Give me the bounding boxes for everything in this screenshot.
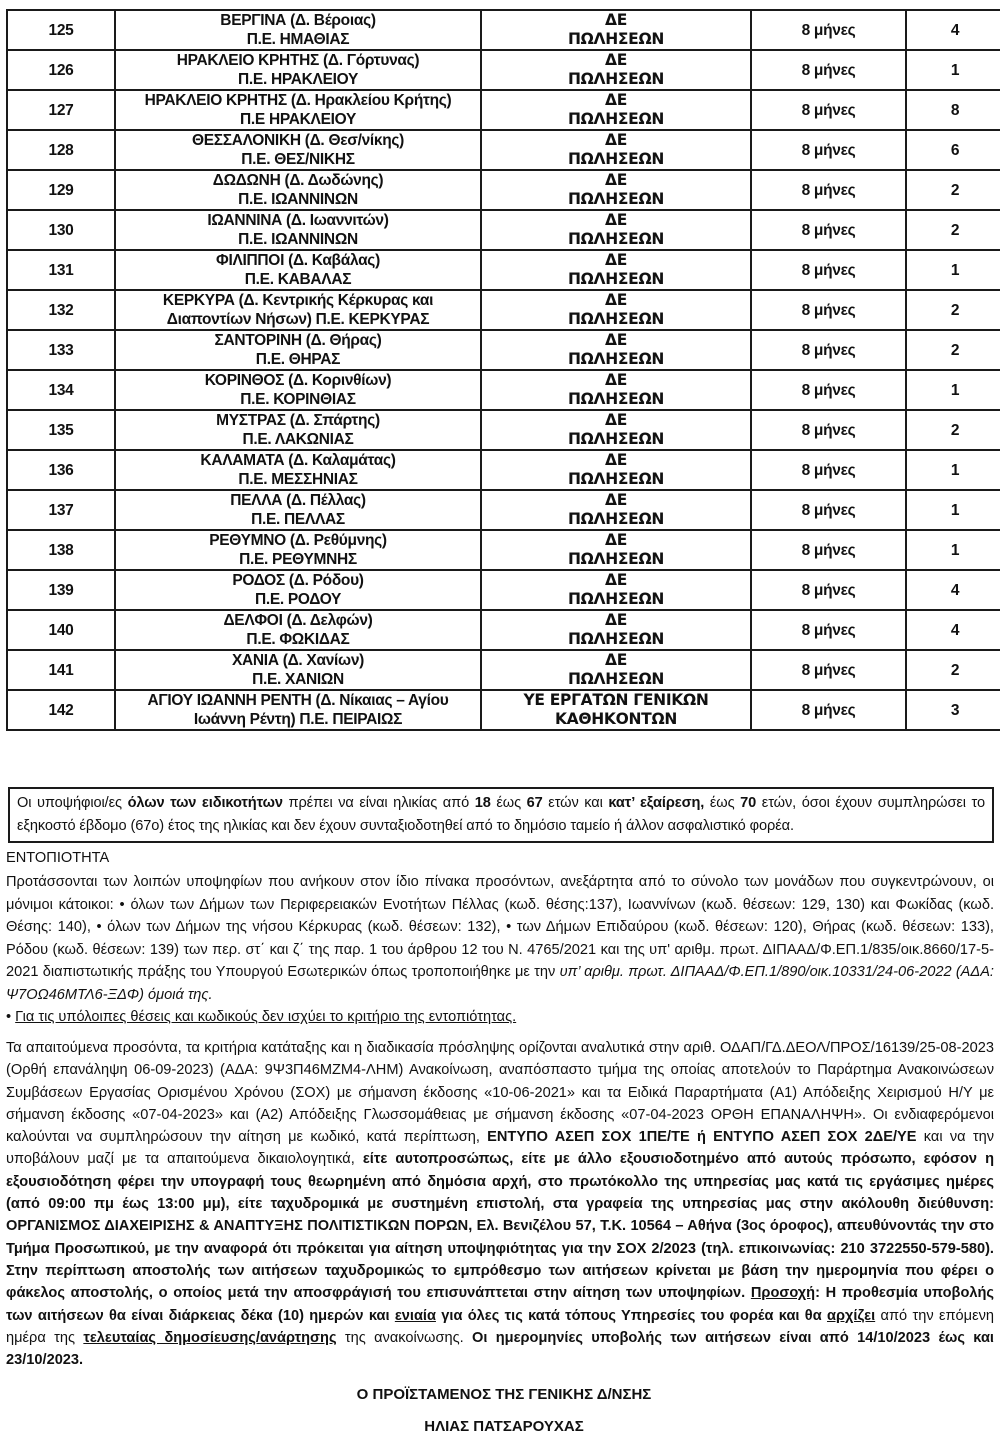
table-row (7, 450, 1000, 490)
position-code: 140 (7, 610, 115, 650)
positions-count: 2 (906, 650, 1000, 690)
position-code: 142 (7, 690, 115, 730)
contract-duration: 8 μήνες (751, 210, 906, 250)
location-line2: Ιωάννη Ρέντη) Π.Ε. ΠΕΙΡΑΙΩΣ (193, 711, 403, 728)
location-line2: Π.Ε. ΗΡΑΚΛΕΙΟΥ (238, 71, 358, 88)
table-row (7, 170, 1000, 210)
positions-count: 1 (906, 250, 1000, 290)
specialty-cell (481, 250, 751, 290)
contract-duration: 8 μήνες (751, 610, 906, 650)
location-line1: ΗΡΑΚΛΕΙΟ ΚΡΗΤΗΣ (Δ. Γόρτυνας) (176, 52, 420, 69)
positions-count: 1 (906, 490, 1000, 530)
specialty-cell (481, 290, 751, 330)
location-cell (115, 490, 481, 530)
specialty-line2: ΠΩΛΗΣΕΩΝ (567, 390, 665, 408)
attention-label: Προσοχή (750, 1285, 816, 1302)
specialty-cell (481, 210, 751, 250)
positions-table (6, 9, 1000, 731)
specialty-line2: ΠΩΛΗΣΕΩΝ (567, 150, 665, 168)
specialty-line1: ΔΕ (605, 331, 627, 349)
specialty-line1: ΔΕ (605, 91, 627, 109)
location-cell (115, 330, 481, 370)
contract-duration: 8 μήνες (751, 490, 906, 530)
specialty-line2: ΠΩΛΗΣΕΩΝ (567, 590, 665, 608)
positions-count: 2 (906, 170, 1000, 210)
specialty-cell (481, 330, 751, 370)
last-publication-label: τελευταίας δημοσίευσης/ανάρτησης (83, 1329, 337, 1346)
location-line1: ΜΥΣΤΡΑΣ (Δ. Σπάρτης) (216, 412, 380, 429)
positions-count: 4 (906, 610, 1000, 650)
specialty-line2: ΠΩΛΗΣΕΩΝ (567, 550, 665, 568)
position-code: 130 (7, 210, 115, 250)
procedure-text: Τα απαιτούμενα προσόντα, τα κριτήρια κατάταξης και η διαδικασία πρόσληψης ορίζονται αναλυτικά στην αριθ. ΟΔΑΠ/ΓΔ.ΔΕΟΛ/ΠΡΟΣ/16139/25-08-2023 (Ορθή επανάληψη 06-09-2023) (ΑΔΑ: 9Ψ3Π46ΜΖΜ4-ΛΗΜ) Ανακοίνωση, αναπόσπαστο τμήμα της οποίας αποτελούν το Παράρτημα Ανακοινώσεων Συμβάσεων Εργασίας Ορισμένου Χρόνου (ΣΟΧ) με σήμανση έκδοσης «10-06-2021» και τα Ειδικά Παραρτήματα (Α1) Απόδειξης Χειρισμού Η/Υ με σήμανση έκδοσης «07-04-2023» και (Α2) Απόδειξης Γλωσσομάθειας με σήμανση έκδοσης «07-04-2023 ΟΡΘΗ ΕΠΑΝΑΛΗΨΗ». Οι ενδιαφερόμενοι καλούνται να συμπληρώσουν την αίτηση με κωδικό, κατά περίπτωση, (6, 1040, 994, 1146)
specialty-cell (481, 570, 751, 610)
age-max: 67 (526, 795, 543, 811)
table-row (7, 410, 1000, 450)
application-procedure-paragraph (6, 1037, 994, 1371)
age-min: 18 (474, 795, 491, 811)
specialty-line2: ΠΩΛΗΣΕΩΝ (567, 190, 665, 208)
location-line1: ΔΩΔΩΝΗ (Δ. Δωδώνης) (212, 172, 384, 189)
position-code: 128 (7, 130, 115, 170)
contract-duration: 8 μήνες (751, 650, 906, 690)
specialty-line2: ΠΩΛΗΣΕΩΝ (567, 310, 665, 328)
specialty-line1: ΔΕ (605, 451, 627, 469)
location-line1: ΘΕΣΣΑΛΟΝΙΚΗ (Δ. Θεσ/νίκης) (191, 132, 405, 149)
location-cell (115, 370, 481, 410)
table-row (7, 330, 1000, 370)
location-cell (115, 50, 481, 90)
location-line1: ΚΕΡΚΥΡΑ (Δ. Κεντρικής Κέρκυρας και (162, 292, 434, 309)
position-code: 135 (7, 410, 115, 450)
procedure-text: από την επόμενη ημέρα της (6, 1307, 994, 1346)
positions-count: 1 (906, 50, 1000, 90)
positions-count: 2 (906, 210, 1000, 250)
table-row (7, 210, 1000, 250)
table-row (7, 250, 1000, 290)
specialty-line2: ΚΑΘΗΚΟΝΤΩΝ (554, 710, 678, 728)
position-code: 137 (7, 490, 115, 530)
positions-count: 1 (906, 370, 1000, 410)
specialty-line1: ΔΕ (605, 51, 627, 69)
location-line1: ΙΩΑΝΝΙΝΑ (Δ. Ιωαννιτών) (207, 212, 389, 229)
specialty-line2: ΠΩΛΗΣΕΩΝ (567, 350, 665, 368)
location-line2: Π.Ε. ΧΑΝΙΩΝ (252, 671, 344, 688)
positions-count: 2 (906, 410, 1000, 450)
specialty-line2: ΠΩΛΗΣΕΩΝ (567, 670, 665, 688)
procedure-text: και να την υποβάλουν μαζί με τα απαιτούμενα δικαιολογητικά, (6, 1129, 994, 1168)
age-requirement-box (8, 787, 994, 843)
location-line1: ΒΕΡΓΙΝΑ (Δ. Βέροιας) (220, 12, 376, 29)
specialty-cell (481, 490, 751, 530)
contract-duration: 8 μήνες (751, 530, 906, 570)
location-line2: Π.Ε. ΗΜΑΘΙΑΣ (246, 31, 350, 48)
contract-duration: 8 μήνες (751, 450, 906, 490)
contract-duration: 8 μήνες (751, 130, 906, 170)
specialty-line2: ΠΩΛΗΣΕΩΝ (567, 270, 665, 288)
location-line2: Π.Ε. ΚΑΒΑΛΑΣ (244, 271, 352, 288)
location-line2: Π.Ε. ΛΑΚΩΝΙΑΣ (242, 431, 354, 448)
specialty-line1: ΔΕ (605, 211, 627, 229)
specialty-line2: ΠΩΛΗΣΕΩΝ (567, 510, 665, 528)
positions-count: 4 (906, 570, 1000, 610)
specialty-line2: ΠΩΛΗΣΕΩΝ (567, 30, 665, 48)
bullet-icon: • (6, 1009, 16, 1025)
contract-duration: 8 μήνες (751, 330, 906, 370)
location-cell (115, 90, 481, 130)
position-code: 133 (7, 330, 115, 370)
location-cell (115, 690, 481, 730)
specialty-line1: ΔΕ (605, 531, 627, 549)
table-row (7, 50, 1000, 90)
position-code: 125 (7, 10, 115, 50)
locality-paragraph (6, 871, 994, 1029)
table-row (7, 650, 1000, 690)
table-row (7, 530, 1000, 570)
location-cell (115, 250, 481, 290)
locality-text: Προτάσσονται των λοιπών υποψηφίων που ανήκουν στον ίδιο πίνακα προσόντων, ανεξάρτητα από το σύνολο των μονάδων που συγκεντρώνουν, οι μόνιμοι κάτοικοι: • όλων των Δήμων των Περιφερειακών Ενοτήτων Πέλλας (κωδ. θέσης:137), Ιωαννίνων (κωδ. θέσεων: 129, 130) και Φωκίδας (κωδ. Θέσης: 140), • όλων των Δήμων της νήσου Κέρκυρας (κωδ. θέσεων: 132), • των Δήμων Επιδαύρου (κωδ. θέσεων: 120), Θήρας (κωδ. θέσεων: 133), Ρόδου (κωδ. θέσεων: 139) των περ. στ΄ και ζ΄ της παρ. 1 του άρθρου 12 του Ν. 4765/2021 και της υπ' αριθμ. πρωτ. ΔΙΠΑΑΔ/Φ.ΕΠ.1/835/οικ.8660/17-5-2021 διαπιστωτικής πράξης του Υπουργού Εσωτερικών όπως τροποποιήθηκε με την (6, 874, 994, 980)
table-row (7, 490, 1000, 530)
specialty-line1: ΔΕ (605, 571, 627, 589)
specialty-cell (481, 90, 751, 130)
position-code: 138 (7, 530, 115, 570)
location-cell (115, 290, 481, 330)
age-text: πρέπει να είναι ηλικίας από (282, 795, 475, 811)
positions-count: 2 (906, 290, 1000, 330)
contract-duration: 8 μήνες (751, 90, 906, 130)
location-cell (115, 170, 481, 210)
age-exception-max: 70 (740, 795, 757, 811)
specialty-cell (481, 450, 751, 490)
location-line2: Π.Ε. ΡΕΘΥΜΝΗΣ (239, 551, 357, 568)
table-row (7, 690, 1000, 730)
location-line1: ΗΡΑΚΛΕΙΟ ΚΡΗΤΗΣ (Δ. Ηρακλείου Κρήτης) (144, 92, 452, 109)
contract-duration: 8 μήνες (751, 690, 906, 730)
contract-duration: 8 μήνες (751, 250, 906, 290)
contract-duration: 8 μήνες (751, 410, 906, 450)
specialty-line1: ΔΕ (605, 171, 627, 189)
table-row (7, 570, 1000, 610)
specialty-line1: ΔΕ (605, 611, 627, 629)
positions-table-body (7, 10, 1000, 730)
location-line2: Π.Ε. ΙΩΑΝΝΙΝΩΝ (238, 231, 358, 248)
location-line2: Διαποντίων Νήσων) Π.Ε. ΚΕΡΚΥΡΑΣ (166, 311, 430, 328)
location-cell (115, 130, 481, 170)
positions-count: 4 (906, 10, 1000, 50)
submission-dates: Οι ημερομηνίες υποβολής των αιτήσεων είναι από 14/10/2023 έως και 23/10/2023. (6, 1329, 994, 1369)
positions-count: 6 (906, 130, 1000, 170)
position-code: 141 (7, 650, 115, 690)
specialty-line1: ΔΕ (605, 131, 627, 149)
specialty-line1: ΔΕ (605, 491, 627, 509)
positions-count: 3 (906, 690, 1000, 730)
specialty-cell (481, 690, 751, 730)
table-row (7, 10, 1000, 50)
table-row (7, 290, 1000, 330)
table-row (7, 90, 1000, 130)
specialty-line2: ΠΩΛΗΣΕΩΝ (567, 430, 665, 448)
contract-duration: 8 μήνες (751, 290, 906, 330)
specialty-line2: ΠΩΛΗΣΕΩΝ (567, 470, 665, 488)
locality-heading: ΕΝΤΟΠΙΟΤΗΤΑ (6, 850, 110, 866)
position-code: 136 (7, 450, 115, 490)
age-bold-all-specialties: όλων των ειδικοτήτων (127, 795, 283, 811)
position-code: 131 (7, 250, 115, 290)
uniform-label: ενιαία (394, 1307, 436, 1324)
age-text: έως (490, 795, 527, 811)
specialty-line1: ΔΕ (605, 251, 627, 269)
location-cell (115, 450, 481, 490)
location-line2: Π.Ε. ΘΗΡΑΣ (255, 351, 341, 368)
location-line2: Π.Ε. ΡΟΔΟΥ (254, 591, 342, 608)
location-cell (115, 570, 481, 610)
specialty-line2: ΠΩΛΗΣΕΩΝ (567, 630, 665, 648)
starts-label: αρχίζει (827, 1307, 876, 1324)
location-line1: ΚΑΛΑΜΑΤΑ (Δ. Καλαμάτας) (200, 452, 396, 469)
specialty-line2: ΠΩΛΗΣΕΩΝ (567, 110, 665, 128)
position-code: 129 (7, 170, 115, 210)
table-row (7, 610, 1000, 650)
form-codes: ΕΝΤΥΠΟ ΑΣΕΠ ΣΟΧ 1ΠΕ/ΤΕ ή ΕΝΤΥΠΟ ΑΣΕΠ ΣΟΧ 2ΔΕ/ΥΕ (487, 1129, 917, 1146)
age-text: έως (704, 795, 741, 811)
location-line1: ΚΟΡΙΝΘΟΣ (Δ. Κορινθίων) (204, 372, 392, 389)
location-line1: ΣΑΝΤΟΡΙΝΗ (Δ. Θήρας) (214, 332, 382, 349)
age-exception: κατ’ εξαίρεση, (608, 795, 705, 811)
location-line2: Π.Ε. ΦΩΚΙΔΑΣ (246, 631, 350, 648)
specialty-cell (481, 50, 751, 90)
position-code: 126 (7, 50, 115, 90)
specialty-cell (481, 650, 751, 690)
positions-count: 1 (906, 530, 1000, 570)
deadline-text: : Η προθεσμία υποβολής των αιτήσεων θα είναι διάρκειας δέκα (10) ημερών και (6, 1285, 994, 1324)
location-line2: Π.Ε ΗΡΑΚΛΕΙΟΥ (240, 111, 356, 128)
location-line1: ΔΕΛΦΟΙ (Δ. Δελφών) (223, 612, 373, 629)
specialty-line1: ΔΕ (605, 651, 627, 669)
position-code: 134 (7, 370, 115, 410)
location-line2: Π.Ε. ΘΕΣ/ΝΙΚΗΣ (241, 151, 355, 168)
contract-duration: 8 μήνες (751, 10, 906, 50)
location-cell (115, 10, 481, 50)
submission-methods: είτε αυτοπροσώπως, είτε με άλλο εξουσιοδοτημένο από αυτούς πρόσωπο, εφόσον η εξουσιοδότηση φέρει την υπογραφή τους θεωρημένη από δημόσια αρχή, στο πρωτόκολλο της υπηρεσίας μας κατά τις εργάσιμες ημέρες (από 09:00 πμ έως 13:00 μμ), είτε ταχυδρομικά με συστημένη επιστολή, στα γραφεία της υπηρεσίας μας στην ακόλουθη διεύθυνση: ΟΡΓΑΝΙΣΜΟΣ ΔΙΑΧΕΙΡΙΣΗΣ & ΑΝΑΠΤΥΞΗΣ ΠΟΛΙΤΙΣΤΙΚΩΝ ΠΟΡΩΝ, Ελ. Βενιζέλου 57, Τ.Κ. 10564 – Αθήνα (3ος όροφος), απευθύνοντάς την στο Τμήμα Προσωπικού, με την αναφορά ότι πρόκειται για αίτηση υποψηφιότητας για την ΣΟΧ 2/2023 (τηλ. επικοινωνίας: 210 3722550-579-580). Στην περίπτωση αποστολής των αιτήσεων ταχυδρομικώς το εμπρόθεσμο των αιτήσεων κρίνεται με βάση την ημερομηνία που φέρει ο φάκελος αποστολής, ο οποίος μετά την αποσφράγισή του επισυνάπτεται στην αίτηση των υποψηφίων. (6, 1151, 994, 1302)
specialty-line2: ΠΩΛΗΣΕΩΝ (567, 70, 665, 88)
locality-italic-ref: υπ’ αριθμ. πρωτ. ΔΙΠΑΑΔ/Φ.ΕΠ.1/890/οικ.10331/24-06-2022 (ΑΔΑ: Ψ7ΟΩ46ΜΤΛ6-ΞΔΦ) όμοιά της. (6, 964, 994, 1003)
contract-duration: 8 μήνες (751, 370, 906, 410)
location-line2: Π.Ε. ΚΟΡΙΝΘΙΑΣ (240, 391, 356, 408)
specialty-cell (481, 10, 751, 50)
location-cell (115, 210, 481, 250)
specialty-line1: ΔΕ (605, 291, 627, 309)
location-cell (115, 610, 481, 650)
specialty-line1: ΥΕ ΕΡΓΑΤΩΝ ΓΕΝΙΚΩΝ (523, 691, 709, 709)
specialty-cell (481, 170, 751, 210)
deadline-text: για όλες τις κατά τόπους Υπηρεσίες του φορέα και θα (435, 1307, 827, 1324)
location-cell (115, 650, 481, 690)
positions-count: 8 (906, 90, 1000, 130)
location-line1: ΧΑΝΙΑ (Δ. Χανίων) (231, 652, 365, 669)
location-cell (115, 410, 481, 450)
specialty-cell (481, 410, 751, 450)
age-text: ετών και (542, 795, 609, 811)
specialty-cell (481, 530, 751, 570)
specialty-line1: ΔΕ (605, 11, 627, 29)
age-text: ετών, όσοι έχουν συμπληρώσει το εξηκοστό έβδομο (67ο) έτος της ηλικίας και δεν έχουν συνταξιοδοτηθεί από το δημόσιο ταμείο ή άλλον ασφαλιστικό φορέα. (17, 795, 986, 834)
positions-count: 2 (906, 330, 1000, 370)
specialty-line1: ΔΕ (605, 371, 627, 389)
specialty-cell (481, 370, 751, 410)
contract-duration: 8 μήνες (751, 570, 906, 610)
specialty-line2: ΠΩΛΗΣΕΩΝ (567, 230, 665, 248)
location-line1: ΡΕΘΥΜΝΟ (Δ. Ρεθύμνης) (209, 532, 387, 549)
locality-exclusion-note: Για τις υπόλοιπες θέσεις και κωδικούς δεν ισχύει το κριτήριο της εντοπιότητας. (15, 1009, 517, 1025)
specialty-line1: ΔΕ (605, 411, 627, 429)
positions-count: 1 (906, 450, 1000, 490)
specialty-cell (481, 610, 751, 650)
specialty-cell (481, 130, 751, 170)
position-code: 127 (7, 90, 115, 130)
signatory-title: Ο ΠΡΟΪΣΤΑΜΕΝΟΣ ΤΗΣ ΓΕΝΙΚΗΣ Δ/ΝΣΗΣ (356, 1386, 652, 1403)
location-line2: Π.Ε. ΜΕΣΣΗΝΙΑΣ (238, 471, 358, 488)
location-line1: ΦΙΛΙΠΠΟΙ (Δ. Καβάλας) (216, 252, 380, 269)
location-line2: Π.Ε. ΙΩΑΝΝΙΝΩΝ (238, 191, 358, 208)
location-line1: ΑΓΙΟΥ ΙΩΑΝΝΗ ΡΕΝΤΗ (Δ. Νίκαιας – Αγίου (147, 692, 449, 709)
location-line1: ΠΕΛΛΑ (Δ. Πέλλας) (230, 492, 366, 509)
location-line2: Π.Ε. ΠΕΛΛΑΣ (251, 511, 345, 528)
table-row (7, 370, 1000, 410)
age-text: Οι υποψήφιοι/ες (17, 795, 128, 811)
location-line1: ΡΟΔΟΣ (Δ. Ρόδου) (232, 572, 364, 589)
contract-duration: 8 μήνες (751, 50, 906, 90)
contract-duration: 8 μήνες (751, 170, 906, 210)
table-row (7, 130, 1000, 170)
position-code: 132 (7, 290, 115, 330)
location-cell (115, 530, 481, 570)
position-code: 139 (7, 570, 115, 610)
procedure-text: της ανακοίνωσης. (336, 1329, 472, 1346)
signatory-name: ΗΛΙΑΣ ΠΑΤΣΑΡΟΥΧΑΣ (424, 1418, 584, 1435)
